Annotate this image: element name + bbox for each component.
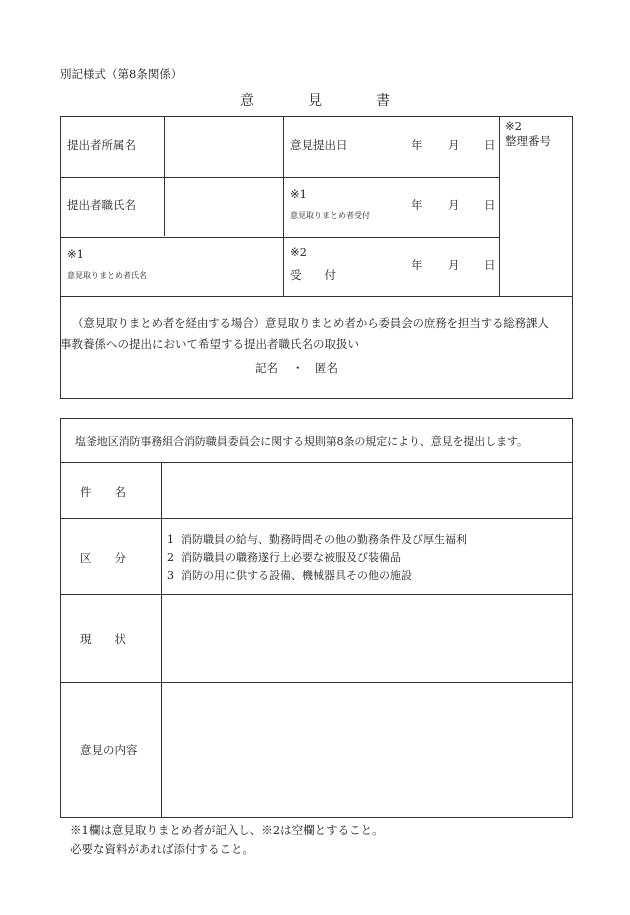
name-label: 提出者職氏名: [67, 198, 136, 212]
table-rule: [60, 462, 573, 463]
submission-day: 日: [484, 138, 496, 152]
affiliation-field[interactable]: [166, 118, 281, 175]
receipt-day: 日: [484, 258, 496, 272]
receipt-month: 月: [448, 258, 460, 272]
title-char: 意: [240, 93, 254, 109]
receipt-year: 年: [411, 258, 423, 272]
statement-text: 塩釜地区消防事務組合消防職員委員会に関する規則第8条の規定により、意見を提出します。: [75, 435, 528, 448]
coordinator-receipt-label: 意見取りまとめ者受付: [290, 211, 370, 220]
coordinator-receipt-mark: ※1: [290, 187, 307, 201]
note-line: 必要な資料があれば添付すること。: [70, 842, 254, 856]
category-number: 1: [167, 533, 174, 546]
category-number: 2: [167, 551, 174, 564]
ref-number-mark: ※2: [505, 119, 522, 133]
submission-date-label: 意見提出日: [290, 138, 348, 152]
anonymity-text-line1: （意見取りまとめ者を経由する場合）意見取りまとめ者から委員会の庶務を担当する総務課人: [72, 316, 549, 330]
category-text: 消防の用に供する設備、機械器具その他の施設: [181, 569, 412, 582]
subject-field[interactable]: [163, 464, 571, 516]
submission-month: 月: [448, 138, 460, 152]
table-rule: [161, 462, 162, 818]
table-rule: [283, 116, 284, 296]
table-rule: [60, 518, 573, 519]
coordinator-name-label: 意見取りまとめ者氏名: [67, 271, 147, 280]
category-label: 区 分: [80, 551, 126, 565]
category-number: 3: [167, 569, 174, 582]
table-rule: [60, 296, 573, 297]
form-reference: 別記様式（第8条関係）: [60, 67, 183, 81]
status-label: 現 状: [80, 632, 126, 646]
category-item[interactable]: [167, 549, 401, 565]
name-field[interactable]: [166, 179, 281, 235]
title-char: 見: [308, 93, 322, 109]
receipt-mark: ※2: [290, 245, 307, 259]
coordinator-month: 月: [448, 198, 460, 212]
opinion-label: 意見の内容: [80, 743, 138, 757]
category-item[interactable]: [167, 567, 412, 583]
table-rule: [499, 116, 500, 296]
category-text: 消防職員の職務遂行上必要な被服及び装備品: [181, 551, 401, 564]
submission-year: 年: [411, 138, 423, 152]
table-rule: [60, 177, 499, 178]
opinion-field[interactable]: [163, 684, 571, 816]
subject-label: 件 名: [80, 485, 126, 499]
coordinator-name-mark: ※1: [67, 247, 84, 261]
coordinator-year: 年: [411, 198, 423, 212]
anonymity-text-line2: 事教養係への提出において希望する提出者職氏名の取扱い: [60, 337, 359, 351]
ref-number-field[interactable]: [501, 150, 571, 294]
anonymity-separator: ・: [292, 361, 304, 375]
anonymity-choice-anonymous[interactable]: 匿名: [315, 361, 338, 375]
document-title: [0, 90, 630, 110]
affiliation-label: 提出者所属名: [67, 138, 136, 152]
coordinator-name-field[interactable]: [166, 239, 281, 295]
submitter-table: [60, 116, 573, 399]
table-rule: [164, 116, 165, 236]
note-line: ※1欄は意見取りまとめ者が記入し、※2は空欄とすること。: [70, 823, 384, 837]
category-item[interactable]: [167, 531, 467, 547]
table-rule: [60, 237, 499, 238]
coordinator-day: 日: [484, 198, 496, 212]
status-field[interactable]: [163, 596, 571, 680]
category-text: 消防職員の給与、勤務時間その他の勤務条件及び厚生福利: [181, 533, 467, 546]
ref-number-label: 整理番号: [505, 134, 551, 148]
table-rule: [60, 682, 573, 683]
table-rule: [60, 594, 573, 595]
title-char: 書: [376, 93, 390, 109]
receipt-label: 受 付: [290, 268, 336, 282]
anonymity-choice-named[interactable]: 記名: [255, 361, 278, 375]
